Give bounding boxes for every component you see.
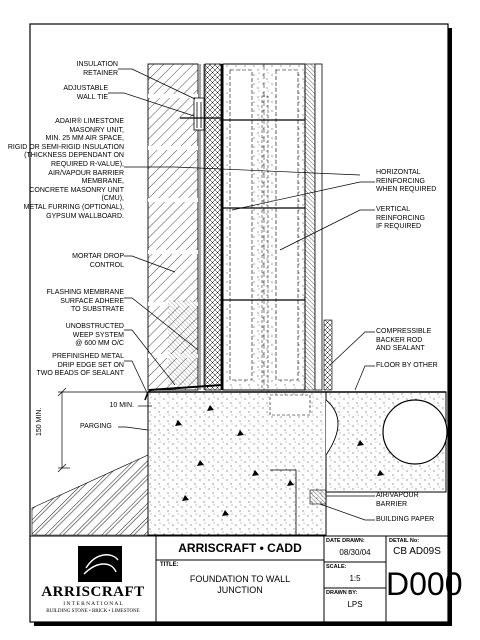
scale-label: SCALE: [326, 564, 347, 570]
callout-weep-system: UNOBSTRUCTED WEEP SYSTEM @ 600 MM O/C [65, 323, 124, 348]
callout-wall-assembly: ADAIR® LIMESTONE MASONRY UNIT, MIN. 25 MM AIR SPACE, RIGID OR SEMI-RIGID INSULATION (THICKNESS DEPENDANT ON REQUIRED R-VALUE), AIR/VAPOUR BARRIER MEMBRANE, CONCRETE MASONRY UNIT (CMU), METAL FURRING (OPTIONAL), GYPSUM WALLBOARD. [7, 118, 124, 220]
detail-label: DETAIL No: [389, 538, 420, 544]
callout-building-paper: BUILDING PAPER [376, 516, 435, 523]
callout-adjustable-wall-tie: ADJUSTABLE WALL TIE [63, 85, 108, 101]
metal-furring-gypsum [305, 64, 322, 390]
concrete-masonry-unit [223, 64, 305, 396]
detail-code: CB AD09S [393, 546, 441, 557]
callout-flashing-membrane: FLASHING MEMBRANE SURFACE ADHERE TO SUBSTRATE [46, 289, 124, 314]
logo-subtitle: I N T E R N A T I O N A L [63, 601, 123, 607]
logo-name: ARRISCRAFT [41, 584, 145, 600]
logo-tagline: BUILDING STONE • BRICK • LIMESTONE [46, 609, 140, 614]
date-label: DATE DRAWN: [326, 538, 365, 544]
callout-insulation-retainer: INSULATION RETAINER [76, 61, 118, 77]
callout-vertical-reinforcing: VERTICAL REINFORCING IF REQUIRED [376, 206, 425, 231]
drawn-by-value: LPS [347, 600, 363, 609]
title-label: TITLE: [160, 562, 179, 568]
dimension-150-min: 150 MIN. [36, 407, 43, 436]
callout-drip-edge: PREFINISHED METAL DRIP EDGE SET ON TWO BEADS OF SEALANT [36, 353, 124, 378]
company-name: ARRISCRAFT • CADD [178, 541, 302, 555]
detail-number: D000 [386, 566, 463, 602]
callout-air-vapour-barrier: AIR/VAPOUR BARRIER [376, 492, 419, 508]
drawing-title: FOUNDATION TO WALL JUNCTION [189, 574, 291, 595]
callout-backer-rod: COMPRESSIBLE BACKER ROD AND SEALANT [376, 328, 432, 353]
rigid-insulation [205, 64, 221, 390]
callout-parging: PARGING [80, 423, 112, 430]
callout-mortar-drop-control: MORTAR DROP CONTROL [72, 253, 124, 269]
scale-value: 1:5 [349, 574, 361, 583]
foundation-wall [148, 392, 326, 535]
callout-horizontal-reinforcing: HORIZONTAL REINFORCING WHEN REQUIRED [376, 169, 437, 194]
dimension-10-min: 10 MIN. [109, 402, 134, 409]
callout-floor-by-other: FLOOR BY OTHER [376, 362, 438, 369]
date-value: 08/30/04 [339, 548, 371, 557]
arriscraft-logo-mark [78, 546, 122, 582]
drawn-by-label: DRAWN BY: [326, 590, 358, 596]
